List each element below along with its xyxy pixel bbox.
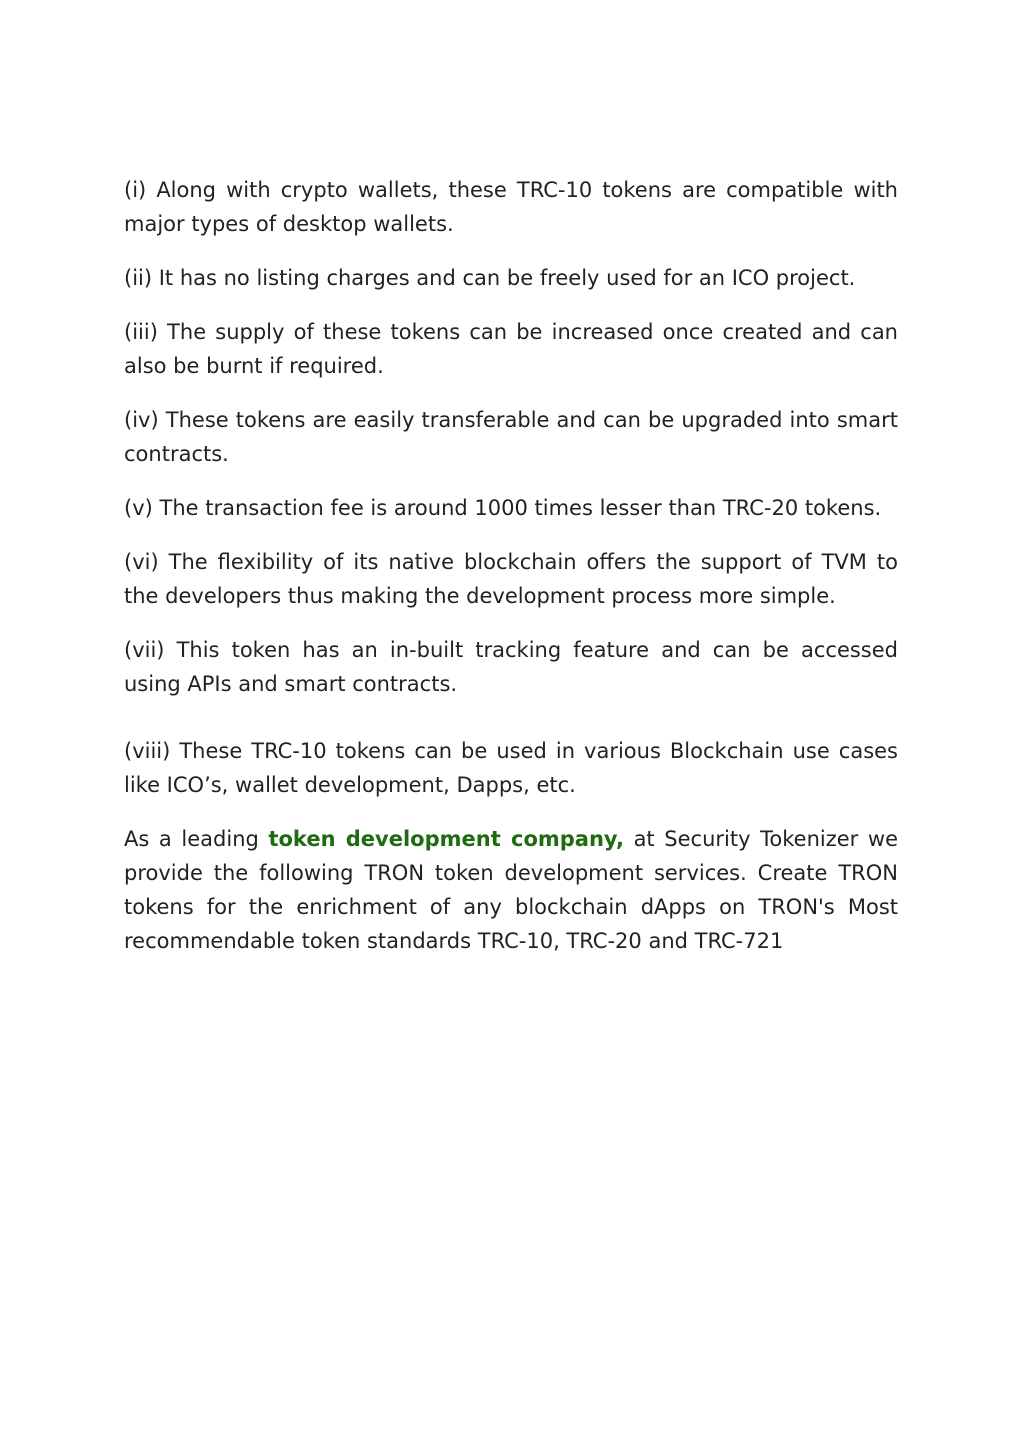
feature-item-2: (ii) It has no listing charges and can be freely used for an ICO project. xyxy=(124,266,856,290)
feature-item-3: (iii) The supply of these tokens can be increased once created and can also be burnt if required. xyxy=(124,320,898,378)
feature-item-7: (vii) This token has an in-built tracking feature and can be accessed using APIs and smart contracts. xyxy=(124,638,898,696)
closing-paragraph xyxy=(124,822,898,958)
feature-item-1: (i) Along with crypto wallets, these TRC-10 tokens are compatible with major types of desktop wallets. xyxy=(124,178,898,236)
feature-item-8: (viii) These TRC-10 tokens can be used in various Blockchain use cases like ICO’s, wallet development, Dapps, etc. xyxy=(124,739,898,797)
closing-suffix: at Security Tokenizer we provide the following TRON token development services. Create TRON tokens for the enrichment of any blockchain dApps on TRON's Most recommendable token standards TRC-10, TRC-20 and TRC-721 xyxy=(124,827,899,953)
feature-item-4: (iv) These tokens are easily transferable and can be upgraded into smart contracts. xyxy=(124,408,898,466)
token-development-company-link[interactable]: token development company, xyxy=(268,827,624,851)
closing-prefix: As a leading xyxy=(124,827,269,851)
feature-item-5: (v) The transaction fee is around 1000 times lesser than TRC-20 tokens. xyxy=(124,496,882,520)
document-body xyxy=(124,173,898,978)
feature-item-6: (vi) The flexibility of its native blockchain offers the support of TVM to the developers thus making the development process more simple. xyxy=(124,550,898,608)
